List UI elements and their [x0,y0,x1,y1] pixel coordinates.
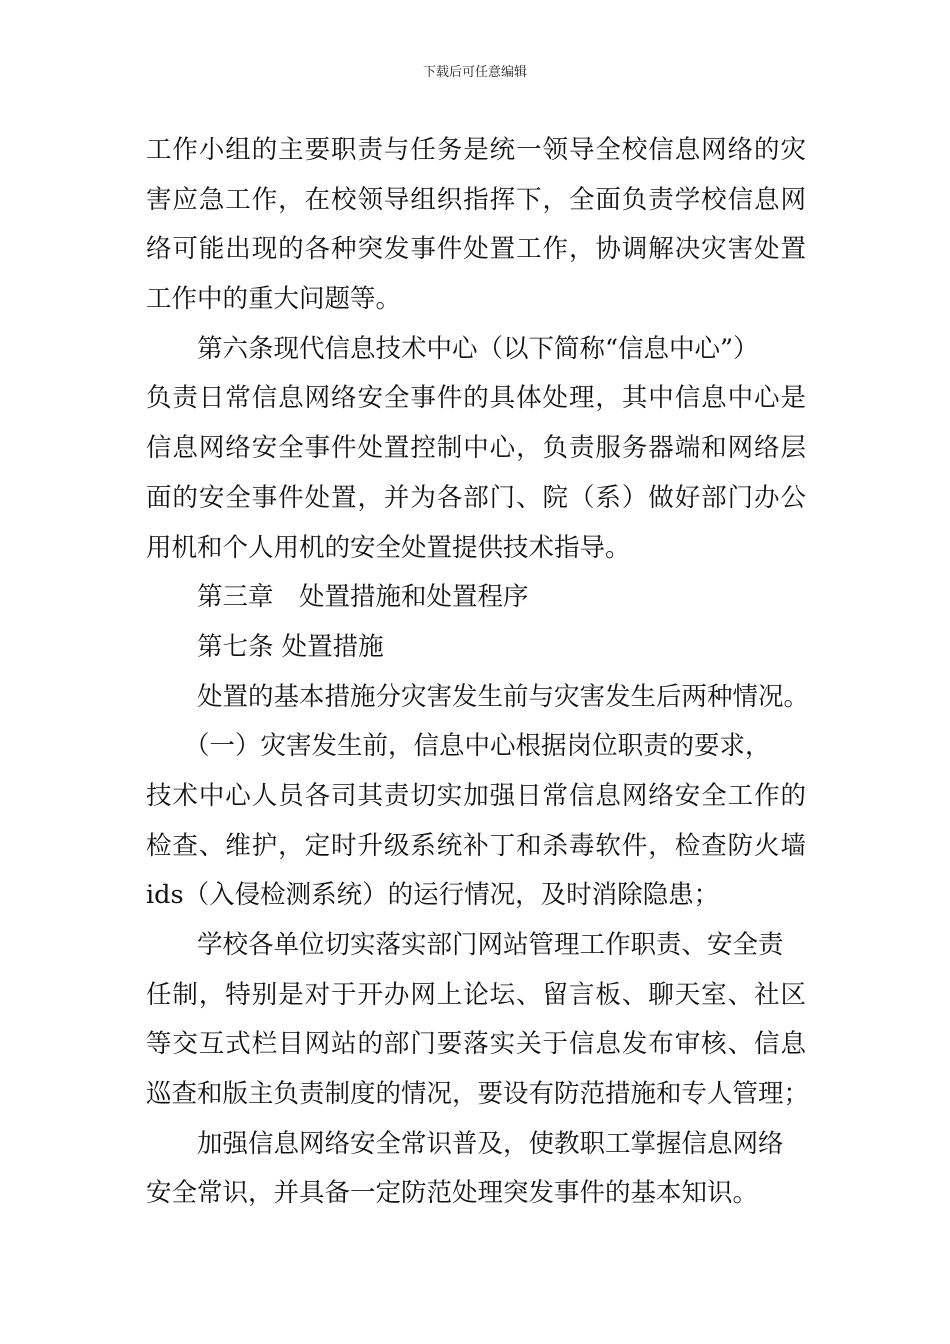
text-line: 工作小组的主要职责与任务是统一领导全校信息网络的灾 [146,135,806,165]
text-line: 面的安全事件处置，并为各部门、院（系）做好部门办公 [146,482,806,513]
text-line: 络可能出现的各种突发事件处置工作，协调解决灾害处置 [146,234,806,265]
text-line: 巡查和版主负责制度的情况，要设有防范措施和专人管理； [146,1079,810,1110]
paragraph-start-line: （一）灾害发生前，信息中心根据岗位职责的要求， [184,731,771,762]
text-line: 检查、维护，定时升级系统补丁和杀毒软件，检查防火墙 [146,830,806,861]
text-line: 工作中的重大问题等。 [146,284,402,315]
text-line: 用机和个人用机的安全处置提供技术指导。 [146,532,631,563]
page-header: 下载后可任意编辑 [422,65,527,80]
paragraph-start-line: 处置的基本措施分灾害发生前与灾害发生后两种情况。 [197,681,810,712]
text-line: 信息网络安全事件处置控制中心，负责服务器端和网络层 [146,433,806,464]
text-line: 负责日常信息网络安全事件的具体处理，其中信息中心是 [146,383,806,414]
text-line: 安全常识，并具备一定防范处理突发事件的基本知识。 [146,1178,759,1209]
paragraph-start-line: 学校各单位切实落实部门网站管理工作职责、安全责 [197,930,784,960]
text-line: 等交互式栏目网站的部门要落实关于信息发布审核、信息 [146,1029,806,1060]
text-line: 害应急工作，在校领导组织指挥下，全面负责学校信息网 [146,184,806,215]
document-body [146,126,826,1219]
paragraph-start-line: 加强信息网络安全常识普及，使教职工掌握信息网络 [197,1128,784,1159]
paragraph-start-line: 第六条现代信息技术中心（以下简称“信息中心”） [197,333,759,364]
text-line: 任制，特别是对于开办网上论坛、留言板、聊天室、社区 [146,979,806,1010]
text-line: ids（入侵检测系统）的运行情况，及时消除隐患； [146,880,720,911]
text-line: 技术中心人员各司其责切实加强日常信息网络安全工作的 [146,780,806,811]
article-heading: 第七条 处置措施 [197,631,384,662]
chapter-heading: 第三章 处置措施和处置程序 [197,582,529,613]
